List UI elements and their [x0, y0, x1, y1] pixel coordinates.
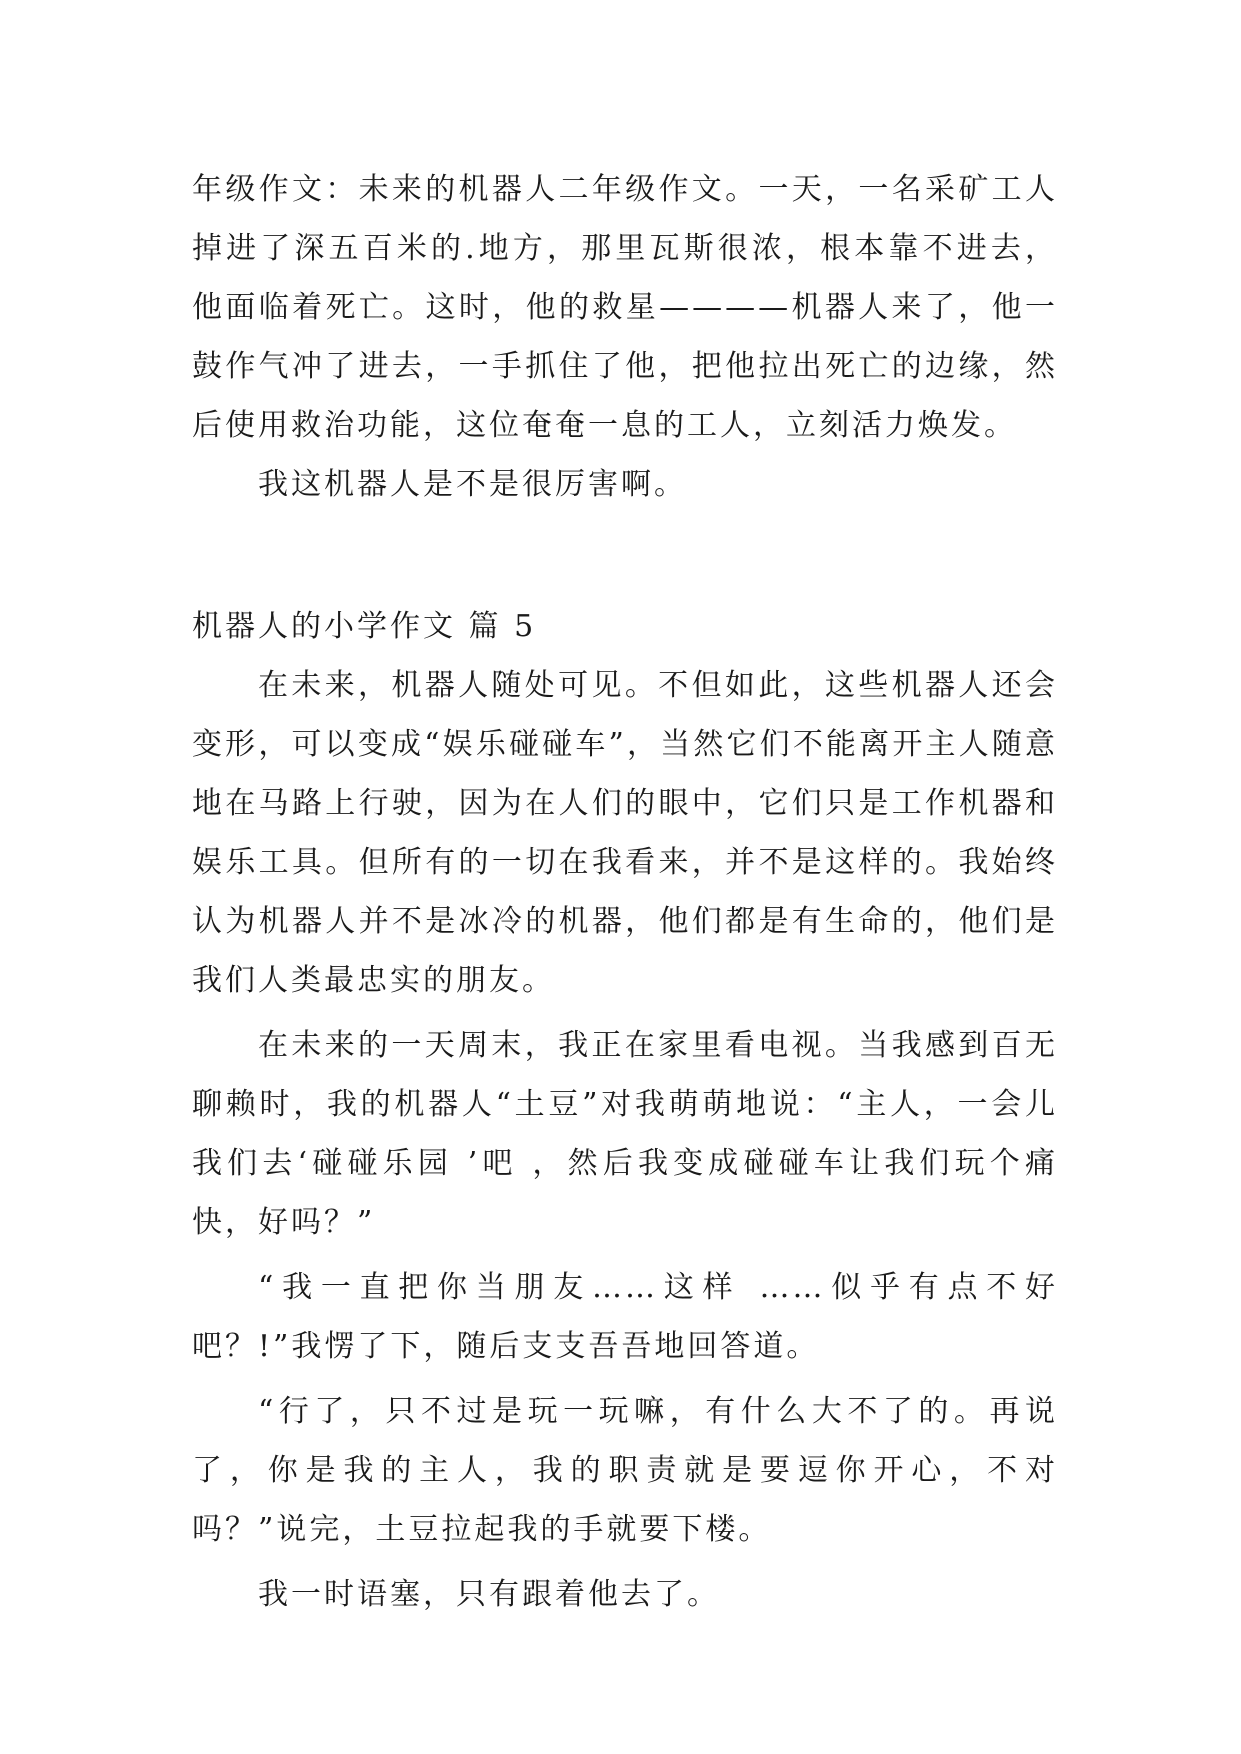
essay-paragraph-5: 我一时语塞，只有跟着他去了。 [258, 1577, 720, 1612]
essay-paragraph-intro: 年级作文：未来的机器人二年级作文。一天，一名采矿工人掉进了深五百米的.地方，那里瓦斯很浓，根本靠不进去，他面临着死亡。这时，他的救星————机器人来了，他一鼓作气冲了进去，一手抓住了他，把他拉出死亡的边缘，然后使用救治功能，这位奄奄一息的工人，立刻活力焕发。 [192, 172, 1058, 443]
essay-closing-line: 我这机器人是不是很厉害啊。 [258, 467, 687, 502]
essay-paragraph-2: 在未来的一天周末，我正在家里看电视。当我感到百无聊赖时，我的机器人“土豆”对我萌萌地说：“主人，一会儿我们去‘碰碰乐园 ’吧 ，然后我变成碰碰车让我们玩个痛快，好吗？” [192, 1028, 1058, 1240]
section-heading: 机器人的小学作文 篇 5 [192, 609, 537, 644]
essay-paragraph-1: 在未来，机器人随处可见。不但如此，这些机器人还会变形，可以变成“娱乐碰碰车”，当然它们不能离开主人随意地在马路上行驶，因为在人们的眼中，它们只是工作机器和娱乐工具。但所有的一切在我看来，并不是这样的。我始终认为机器人并不是冰冷的机器，他们都是有生命的，他们是我们人类最忠实的朋友。 [192, 668, 1058, 998]
essay-paragraph-3: “我一直把你当朋友……这样 ……似乎有点不好吧？!”我愣了下，随后支支吾吾地回答道。 [192, 1270, 1058, 1364]
document-page [192, 160, 1058, 1624]
essay-paragraph-4: “行了，只不过是玩一玩嘛，有什么大不了的。再说了，你是我的主人，我的职责就是要逗你开心，不对吗？”说完，土豆拉起我的手就要下楼。 [192, 1394, 1058, 1547]
